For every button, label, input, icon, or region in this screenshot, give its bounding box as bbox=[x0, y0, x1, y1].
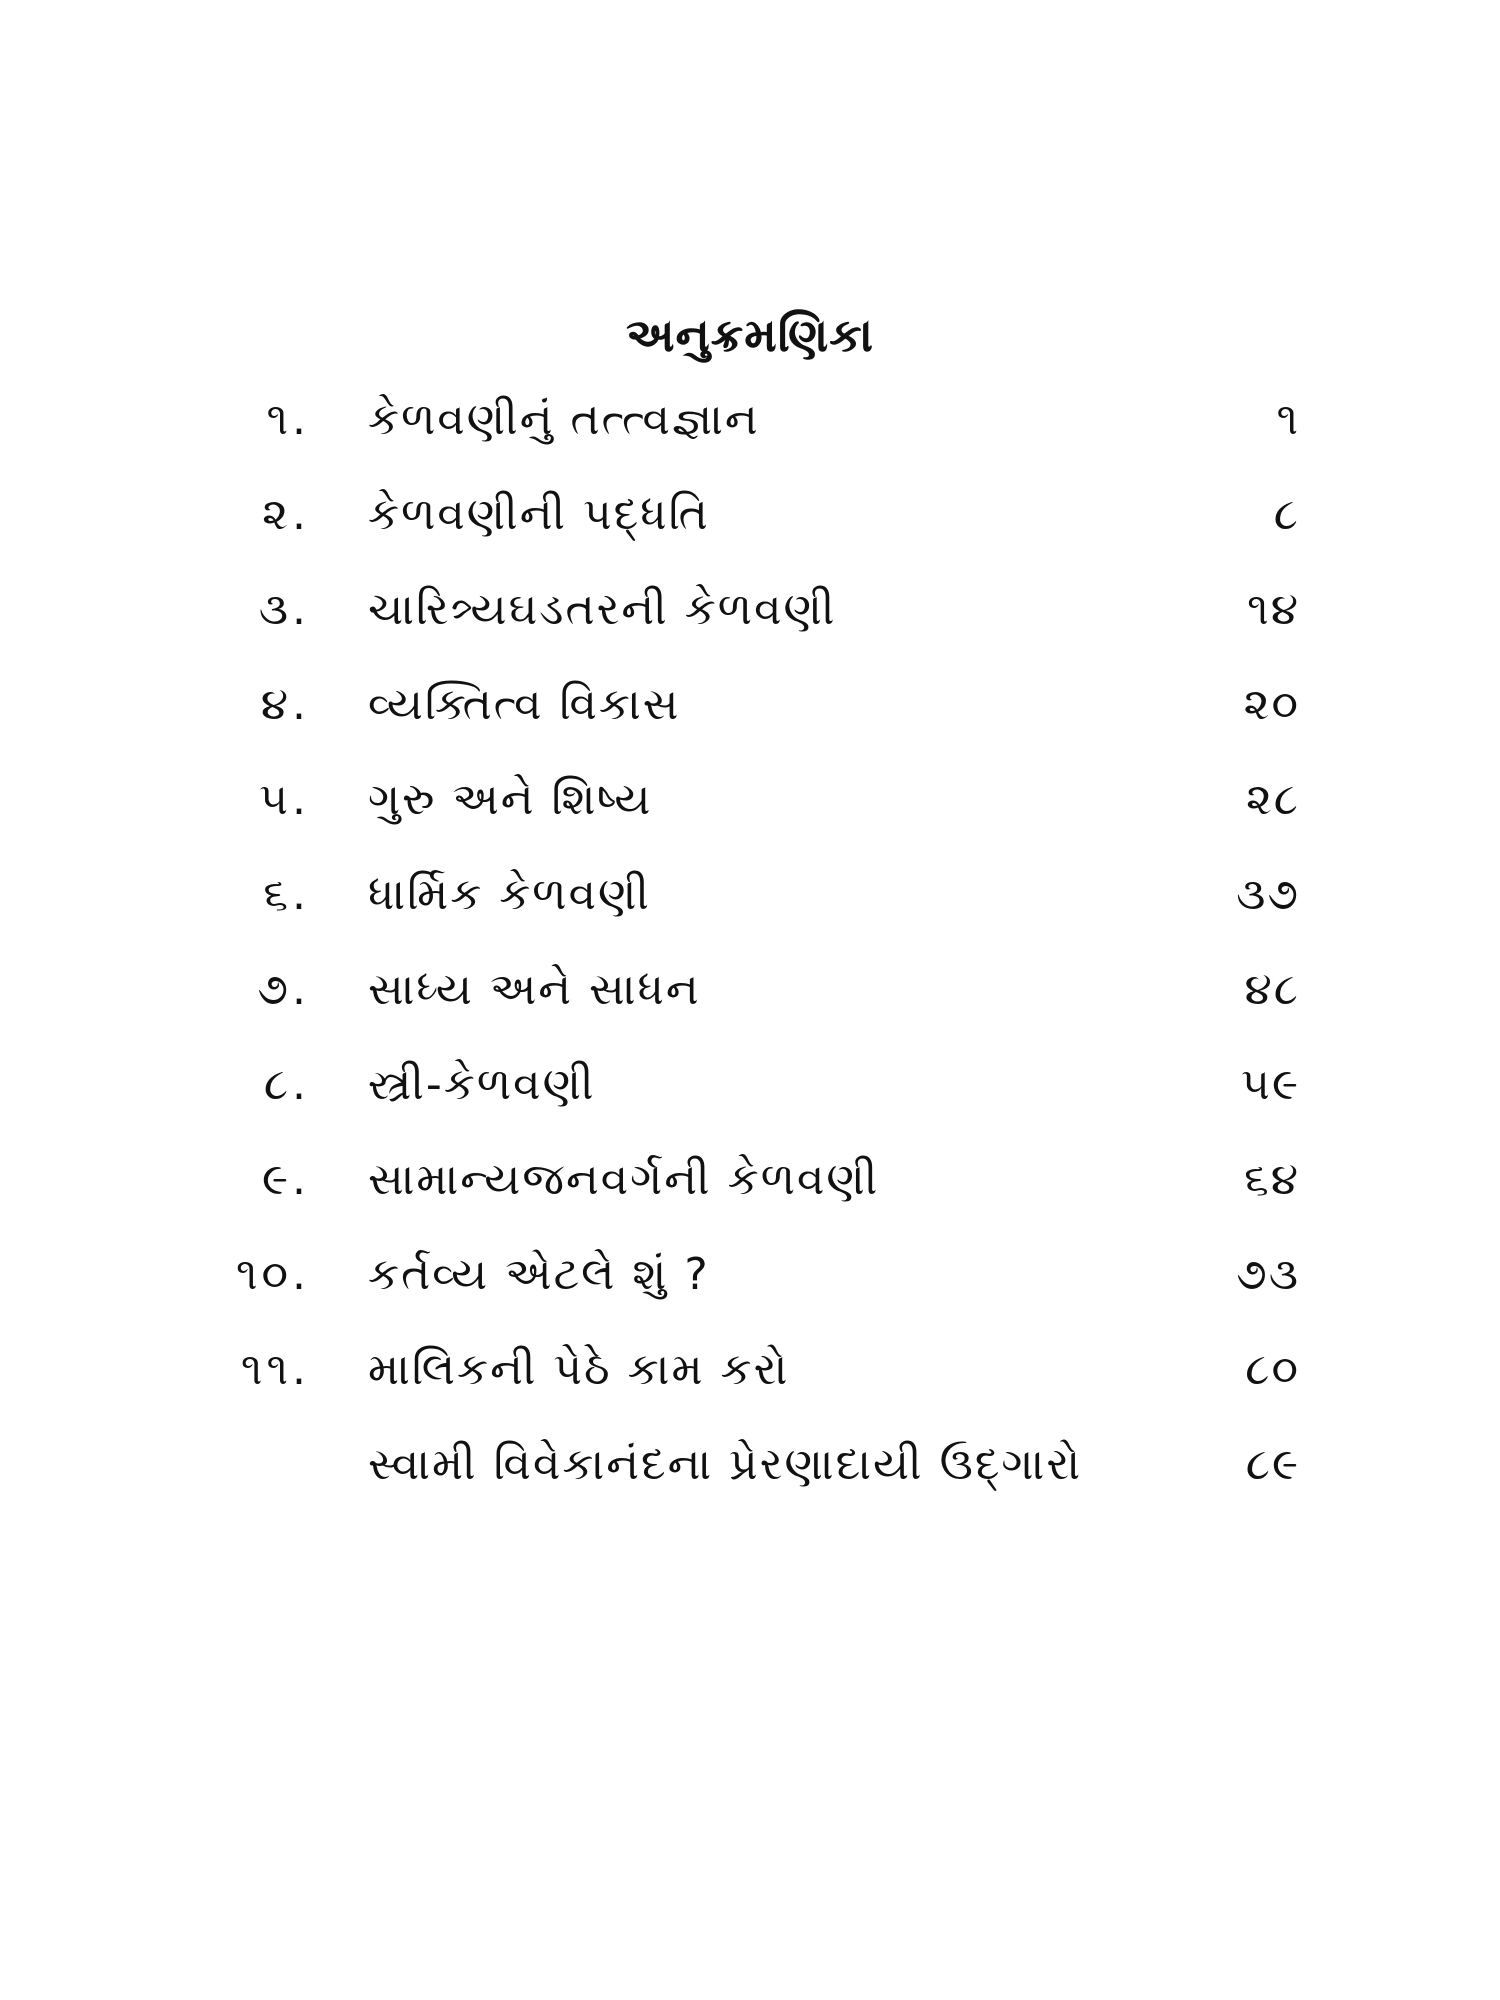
toc-entry-4 bbox=[0, 670, 1500, 765]
toc-entry-title: કેળવણીની પદ્ધતિ bbox=[368, 489, 710, 540]
toc-entry-11 bbox=[0, 1335, 1500, 1430]
toc-entry-10 bbox=[0, 1240, 1500, 1335]
toc-entry-title: સાધ્ય અને સાધન bbox=[368, 964, 701, 1015]
toc-entry-number: ૮. bbox=[263, 1059, 310, 1110]
toc-entry-title: ધાર્મિક કેળવણી bbox=[368, 869, 651, 920]
toc-entry-page: ૮૯ bbox=[1245, 1439, 1300, 1490]
toc-entry-1 bbox=[0, 385, 1500, 480]
toc-entry-title: ગુરુ અને શિષ્ય bbox=[368, 774, 653, 825]
toc-entry-number: ૧૦. bbox=[235, 1249, 310, 1300]
toc-entry-page: ૮૦ bbox=[1245, 1344, 1300, 1395]
toc-entry-9 bbox=[0, 1145, 1500, 1240]
toc-entry-title: સ્વામી વિવેકાનંદના પ્રેરણાદાયી ઉદ્ગારો bbox=[368, 1439, 1083, 1490]
toc-entry-title: ચારિત્ર્યઘડતરની કેળવણી bbox=[368, 584, 837, 635]
toc-entry-number: ૨. bbox=[262, 489, 310, 540]
table-of-contents bbox=[0, 385, 1500, 1525]
toc-entry-number: ૩. bbox=[258, 584, 310, 635]
toc-entry-5 bbox=[0, 765, 1500, 860]
toc-entry-number: ૫. bbox=[259, 774, 310, 825]
toc-entry-page: ૬૪ bbox=[1244, 1154, 1300, 1205]
page-title: અનુક્રમણિકા bbox=[625, 308, 874, 362]
toc-entry-title: વ્યક્તિત્વ વિકાસ bbox=[368, 679, 681, 730]
toc-entry-page: ૪૮ bbox=[1244, 964, 1300, 1015]
toc-entry-page: ૨૮ bbox=[1245, 774, 1300, 825]
toc-entry-page: ૨૦ bbox=[1243, 679, 1300, 730]
toc-entry-number: ૪. bbox=[260, 679, 310, 730]
toc-entry-3 bbox=[0, 575, 1500, 670]
toc-entry-number: ૭. bbox=[257, 964, 310, 1015]
toc-entry-page: ૩૭ bbox=[1236, 869, 1300, 920]
toc-entry-page: ૧૪ bbox=[1247, 584, 1300, 635]
toc-entry-title: સામાન્યજનવર્ગની કેળવણી bbox=[368, 1154, 880, 1205]
toc-entry-7 bbox=[0, 955, 1500, 1050]
toc-entry-number: ૬. bbox=[263, 869, 310, 920]
toc-entry-number: ૧૧. bbox=[240, 1344, 310, 1395]
toc-entry-page: ૧ bbox=[1276, 394, 1300, 445]
toc-entry-title: માલિકની પેઠે કામ કરો bbox=[368, 1344, 790, 1395]
toc-entry-8 bbox=[0, 1050, 1500, 1145]
toc-entry-number: ૧. bbox=[266, 394, 310, 445]
toc-entry-2 bbox=[0, 480, 1500, 575]
toc-entry-12 bbox=[0, 1430, 1500, 1525]
toc-entry-6 bbox=[0, 860, 1500, 955]
toc-entry-title: સ્ત્રી-કેળવણી bbox=[368, 1059, 596, 1110]
toc-entry-title: કેળવણીનું તત્ત્વજ્ઞાન bbox=[368, 394, 760, 445]
toc-entry-page: ૮ bbox=[1273, 489, 1300, 540]
toc-entry-page: ૫૯ bbox=[1241, 1059, 1300, 1110]
toc-entry-page: ૭૩ bbox=[1236, 1249, 1300, 1300]
toc-entry-number: ૯. bbox=[261, 1154, 310, 1205]
toc-entry-title: કર્તવ્ય એટલે શું ? bbox=[368, 1249, 710, 1300]
